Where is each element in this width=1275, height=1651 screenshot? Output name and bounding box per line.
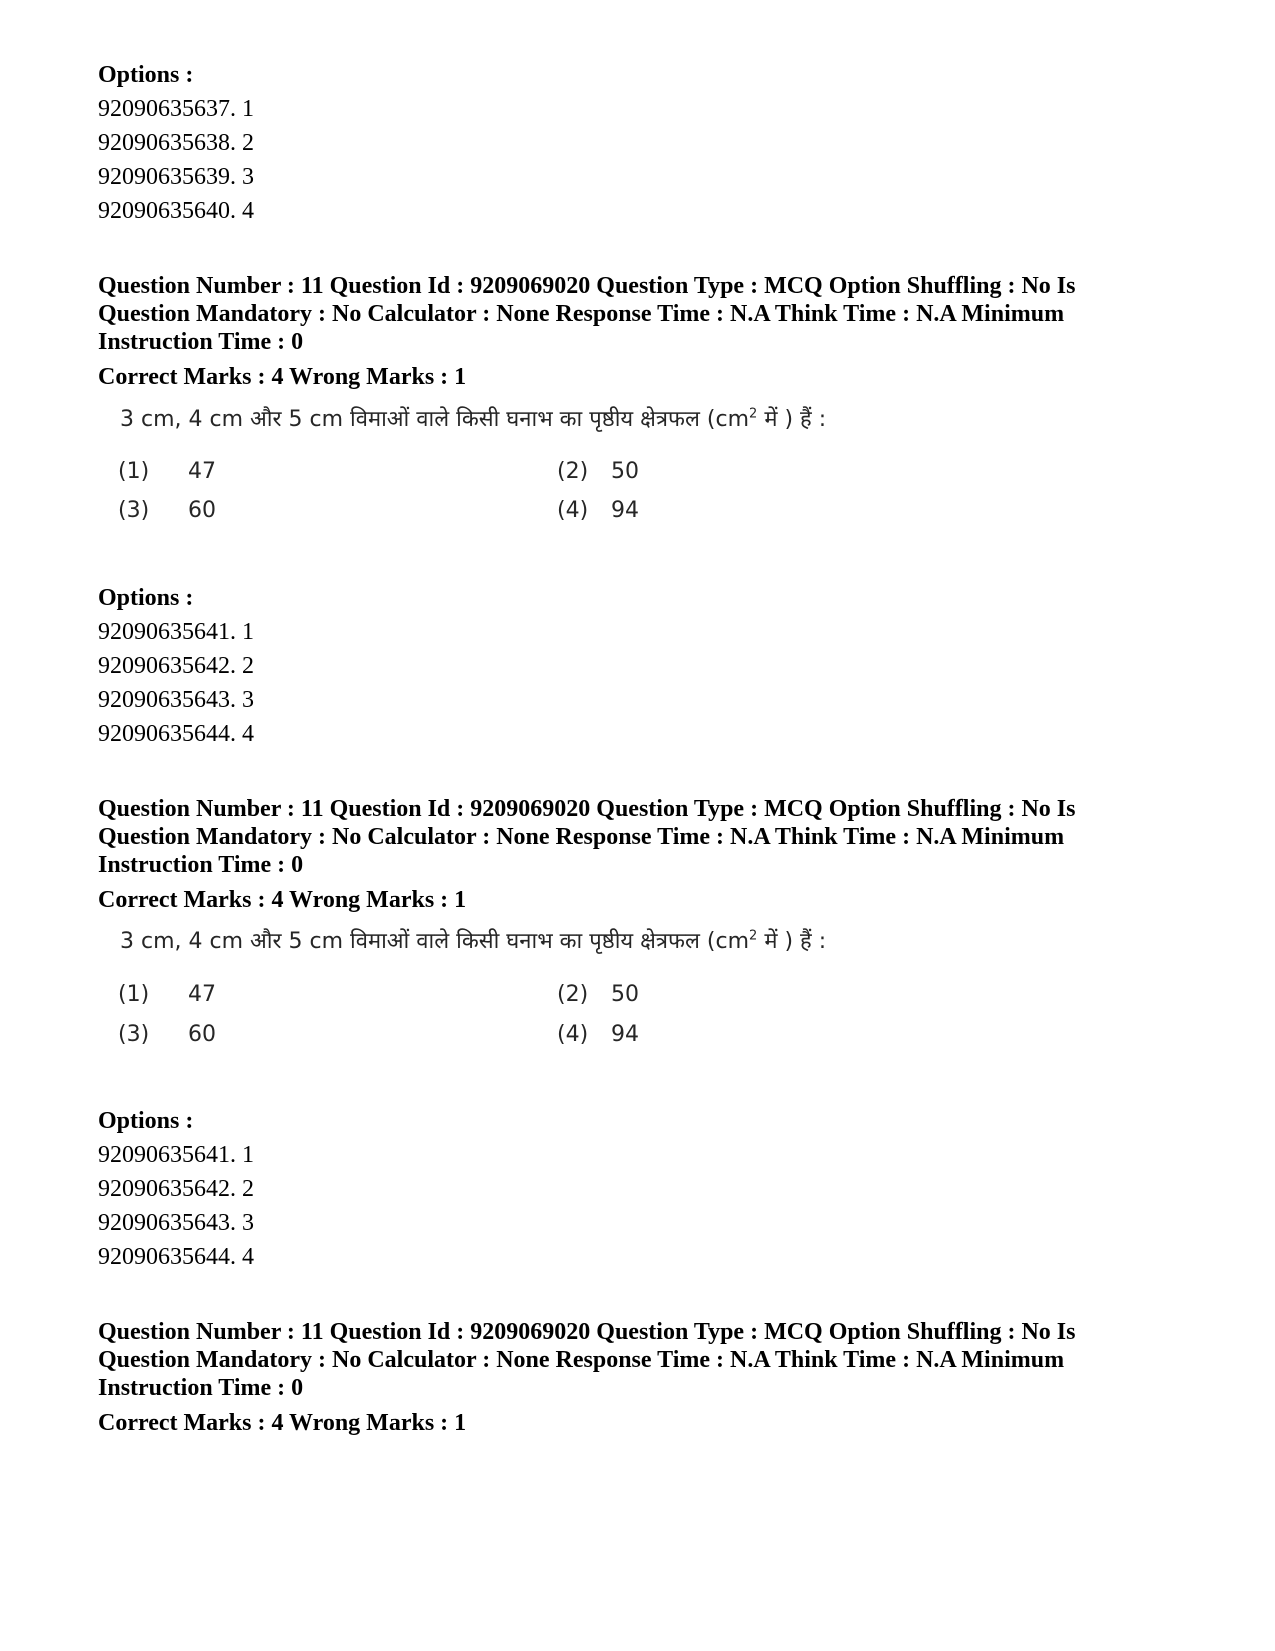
choice-number: (2) <box>557 982 589 1007</box>
option-line: 92090635641. 1 <box>98 619 254 645</box>
choice-value: 94 <box>611 1022 639 1047</box>
choice-number: (3) <box>118 498 150 523</box>
option-line: 92090635644. 4 <box>98 1244 254 1270</box>
question-meta-line: Question Number : 11 Question Id : 9209069020 Question Type : MCQ Option Shuffling : No Is <box>98 796 1076 822</box>
answer-choice <box>118 1020 216 1050</box>
question-stem-text: में ) हैं : <box>757 407 827 432</box>
superscript: 2 <box>749 928 758 944</box>
options-list <box>98 1104 698 1274</box>
question-meta-line: Instruction Time : 0 <box>98 852 304 878</box>
question-body <box>116 405 876 535</box>
choice-value: 50 <box>611 459 639 484</box>
question-meta-line: Question Number : 11 Question Id : 9209069020 Question Type : MCQ Option Shuffling : No Is <box>98 273 1076 299</box>
option-line: 92090635642. 2 <box>98 1176 254 1202</box>
choice-number: (1) <box>118 982 150 1007</box>
question-meta-line: Question Mandatory : No Calculator : None Response Time : N.A Think Time : N.A Minimum <box>98 1347 1065 1373</box>
question-stem <box>120 927 826 957</box>
option-line: 92090635639. 3 <box>98 164 254 190</box>
question-header <box>98 1318 1188 1437</box>
choice-number: (2) <box>557 459 589 484</box>
option-line: 92090635638. 2 <box>98 130 254 156</box>
choice-value: 47 <box>188 459 216 484</box>
answer-choice <box>557 457 639 487</box>
answer-choice <box>557 1020 639 1050</box>
option-line: 92090635641. 1 <box>98 1142 254 1168</box>
choice-value: 47 <box>188 982 216 1007</box>
option-line: 92090635643. 3 <box>98 1210 254 1236</box>
answer-choice <box>118 457 216 487</box>
question-meta-line: Instruction Time : 0 <box>98 329 304 355</box>
option-line: 92090635637. 1 <box>98 96 254 122</box>
option-line: 92090635640. 4 <box>98 198 254 224</box>
question-meta-line: Question Mandatory : No Calculator : None Response Time : N.A Think Time : N.A Minimum <box>98 301 1065 327</box>
marks-line: Correct Marks : 4 Wrong Marks : 1 <box>98 1410 467 1436</box>
option-line: 92090635643. 3 <box>98 687 254 713</box>
superscript: 2 <box>749 406 758 422</box>
option-line: 92090635644. 4 <box>98 721 254 747</box>
options-list <box>98 58 698 228</box>
question-header <box>98 795 1188 914</box>
marks-line: Correct Marks : 4 Wrong Marks : 1 <box>98 364 467 390</box>
answer-choice <box>118 496 216 526</box>
question-stem-text: 3 cm, 4 cm और 5 cm विमाओं वाले किसी घनाभ का पृष्ठीय क्षेत्रफल (cm <box>120 407 750 432</box>
options-list <box>98 581 698 751</box>
choice-number: (4) <box>557 498 589 523</box>
answer-choice <box>557 496 639 526</box>
question-meta-line: Instruction Time : 0 <box>98 1375 304 1401</box>
answer-choice <box>118 980 216 1010</box>
marks-line: Correct Marks : 4 Wrong Marks : 1 <box>98 887 467 913</box>
question-header <box>98 272 1188 391</box>
question-stem-text: में ) हैं : <box>757 929 827 954</box>
question-stem <box>120 405 826 435</box>
choice-value: 50 <box>611 982 639 1007</box>
option-line: 92090635642. 2 <box>98 653 254 679</box>
answer-choice <box>557 980 639 1010</box>
question-meta-line: Question Mandatory : No Calculator : None Response Time : N.A Think Time : N.A Minimum <box>98 824 1065 850</box>
choice-value: 60 <box>188 498 216 523</box>
options-heading: Options : <box>98 1108 194 1134</box>
choice-number: (4) <box>557 1022 589 1047</box>
choice-number: (1) <box>118 459 150 484</box>
choice-value: 60 <box>188 1022 216 1047</box>
question-body <box>116 927 876 1057</box>
options-heading: Options : <box>98 62 194 88</box>
question-stem-text: 3 cm, 4 cm और 5 cm विमाओं वाले किसी घनाभ का पृष्ठीय क्षेत्रफल (cm <box>120 929 750 954</box>
options-heading: Options : <box>98 585 194 611</box>
choice-number: (3) <box>118 1022 150 1047</box>
choice-value: 94 <box>611 498 639 523</box>
question-meta-line: Question Number : 11 Question Id : 9209069020 Question Type : MCQ Option Shuffling : No Is <box>98 1319 1076 1345</box>
